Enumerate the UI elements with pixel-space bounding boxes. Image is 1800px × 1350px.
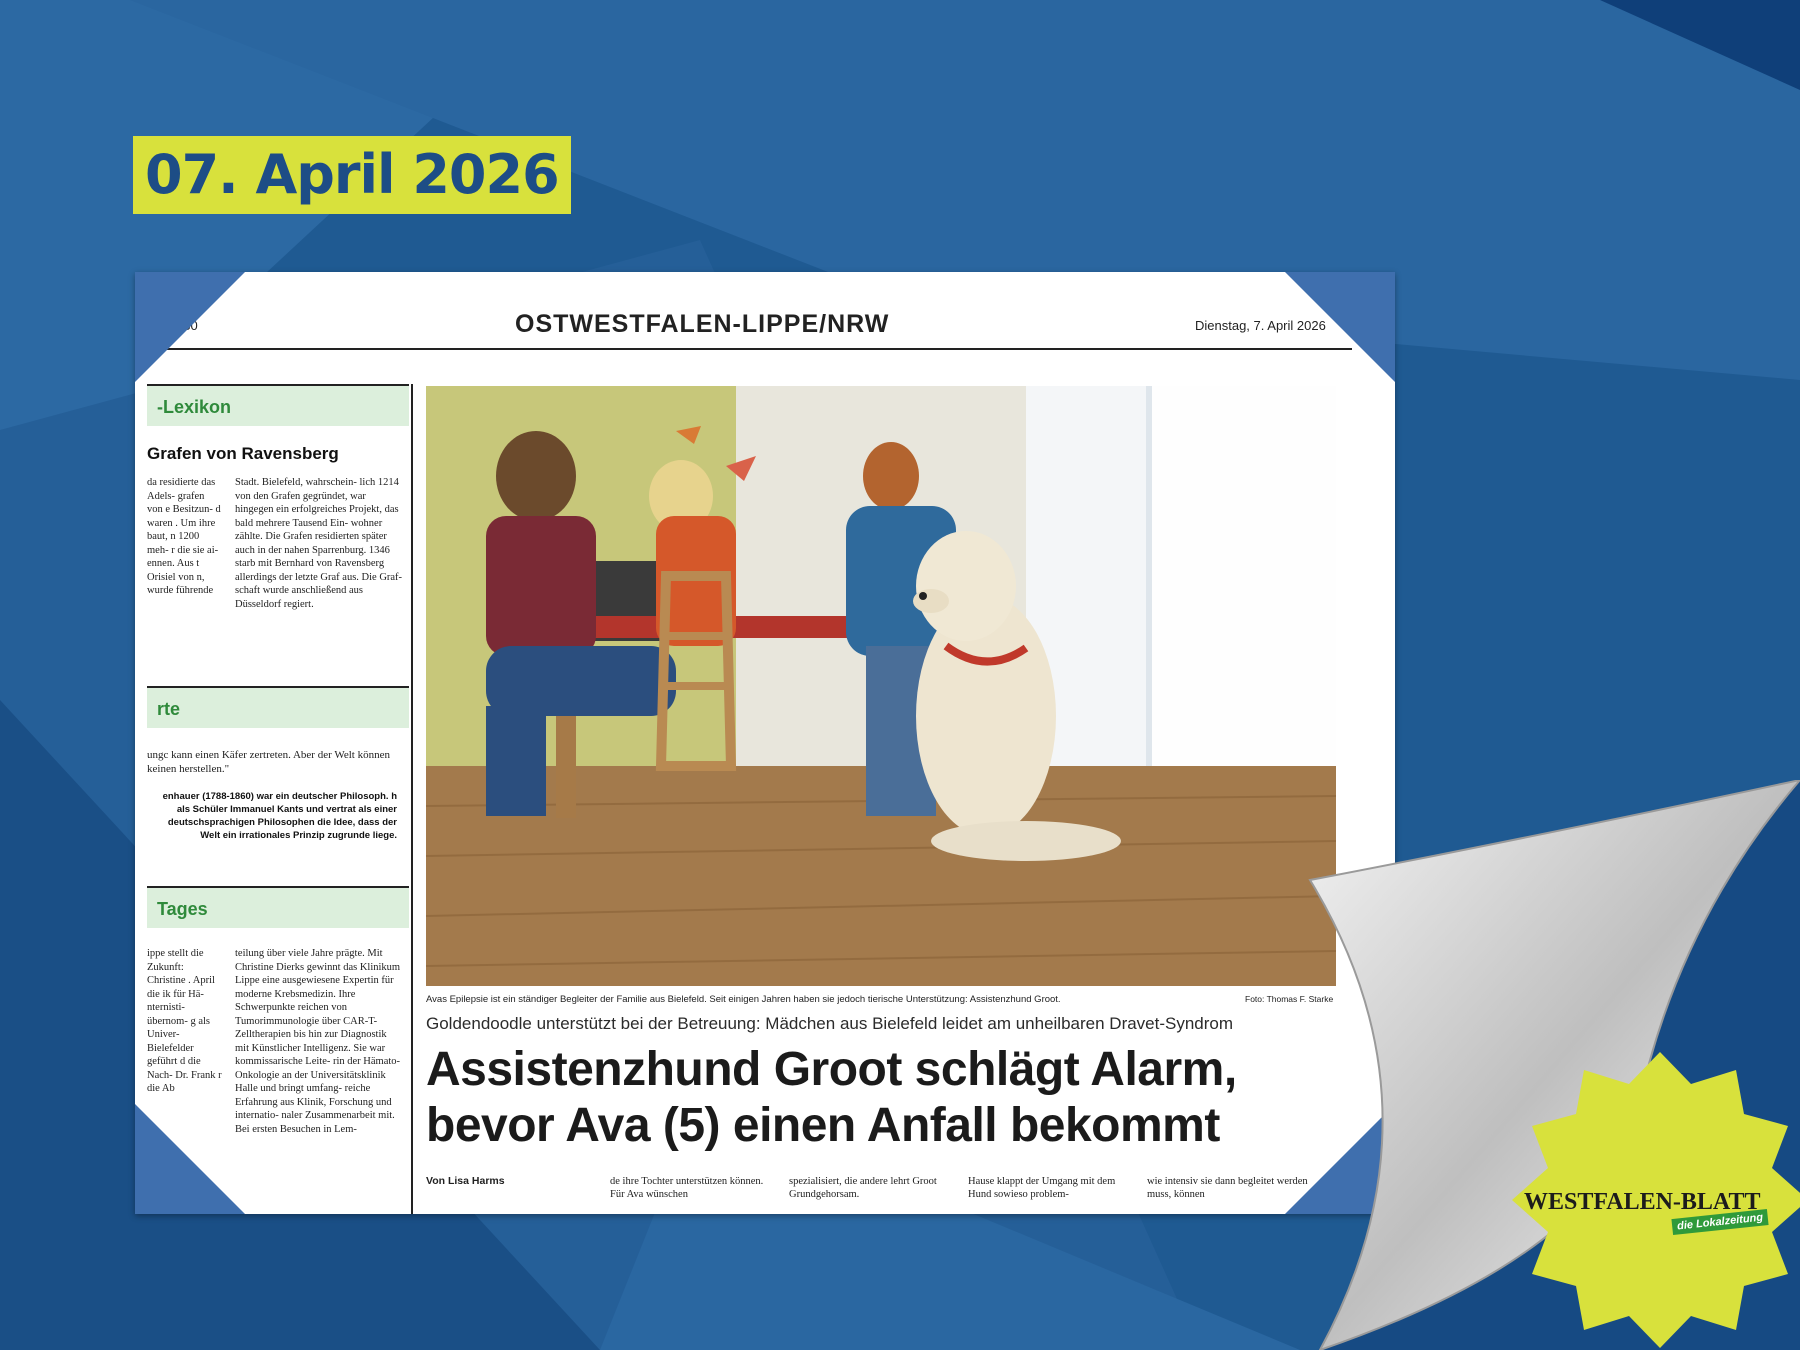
quote-text: ungc kann einen Käfer zertreten. Aber der Welt können keinen herstellen.": [147, 749, 390, 775]
photo-corner-top-right: [1285, 272, 1395, 382]
photo-credit: Foto: Thomas F. Starke: [1245, 994, 1334, 1004]
quote-header: rte: [147, 686, 409, 728]
photo-corner-bottom-left: [135, 1104, 245, 1214]
article-headline: [426, 1042, 1237, 1154]
headline-line-2: bevor Ava (5) einen Anfall bekommt: [426, 1099, 1220, 1152]
article-kicker: Goldendoodle unterstützt bei der Betreuung: Mädchen aus Bielefeld leidet am unheilbaren Dravet-Syndrom: [426, 1014, 1234, 1033]
lexikon-col2: Stadt. Bielefeld, wahrschein- lich 1214 von den Grafen gegründet, war hingegen ein erfolgreiches Projekt, das bald mehrere Tausend Ein- wohner zählte. Die Grafen residierten später auch in der nahen Sparrenburg. 1346 starb mit Bernhard von Ravensberg allerdings der letzte Graf aus. Die Graf- schaft wurde anschließend aus Düsseldorf regiert.: [235, 477, 403, 610]
page-date: Dienstag, 7. April 2026: [1195, 318, 1326, 333]
article-byline: Von Lisa Harms: [426, 1175, 505, 1187]
tages-col1: ippe stellt die Zukunft: Christine . April die ik für Hä- nternisti- übernom- g als Univer- Bielefelder geführt d die Nach- Dr. Frank r die Ab: [147, 948, 222, 1094]
issue-number: Nr. 80: [163, 318, 198, 333]
lexikon-col1: da residierte das Adels- grafen von e Besitzun- d waren . Um ihre baut, n 1200 meh- r die sie ai- ennen. Aus t Orisiel von n, wurde führende: [147, 477, 221, 596]
section-title: OSTWESTFALEN-LIPPE/NRW: [515, 310, 890, 338]
logo-wordmark: WESTFALEN-BLATT: [1524, 1189, 1761, 1215]
lexikon-header: -Lexikon: [147, 384, 409, 426]
headline-line-1: Assistenzhund Groot schlägt Alarm,: [426, 1043, 1237, 1096]
photo-corner-top-left: [135, 272, 245, 382]
tages-col2: teilung über viele Jahre prägte. Mit Christine Dierks gewinnt das Klinikum Lippe eine ausgewiesene Expertin für moderne Krebsmedizin. Ihre Schwerpunkte reichen von Tumorimmunologie über CAR-T-Zelltherapien bis hin zur Diagnostik mit Künstlicher Intelligenz. Sie war kommissarische Leite- rin der Hämato-Onkologie an der Universitätsklinik Halle und bringt umfang- reiche Erfahrung aus Klinik, Forschung und internatio- naler Zusammenarbeit mit. Bei ersten Besuchen in Lem-: [235, 948, 401, 1135]
tages-header: Tages: [147, 886, 409, 928]
photo-caption: Avas Epilepsie ist ein ständiger Begleiter der Familie aus Bielefeld. Seit einigen Jahren haben sie jedoch tierische Unterstützung: Assistenzhund Groot.: [426, 994, 1061, 1005]
body-column-3: Hause klappt der Umgang mit dem Hund sowieso problem-: [968, 1176, 1116, 1200]
logo-tagline: die Lokalzeitung: [1671, 1209, 1768, 1235]
body-column-4: wie intensiv sie dann begleitet werden muss, können: [1147, 1176, 1308, 1200]
quote-info: enhauer (1788-1860) war ein deutscher Philosoph. h als Schüler Immanuel Kants und vertrat als einer deutschsprachigen Philosophen die Idee, dass der Welt ein irrationales Prinzip zugrunde liege.: [162, 791, 397, 841]
body-column-2: spezialisiert, die andere lehrt Groot Grundgehorsam.: [789, 1176, 937, 1200]
header-rule: [147, 348, 1352, 350]
family-dog-illustration: [426, 386, 1336, 986]
date-badge: 07. April 2026: [133, 136, 571, 214]
article-photo: [426, 386, 1336, 986]
lexikon-subtitle: Grafen von Ravensberg: [147, 444, 339, 463]
newspaper-page: [135, 272, 1395, 1214]
body-column-1: de ihre Tochter unterstützen können. Für Ava wünschen: [610, 1176, 764, 1200]
